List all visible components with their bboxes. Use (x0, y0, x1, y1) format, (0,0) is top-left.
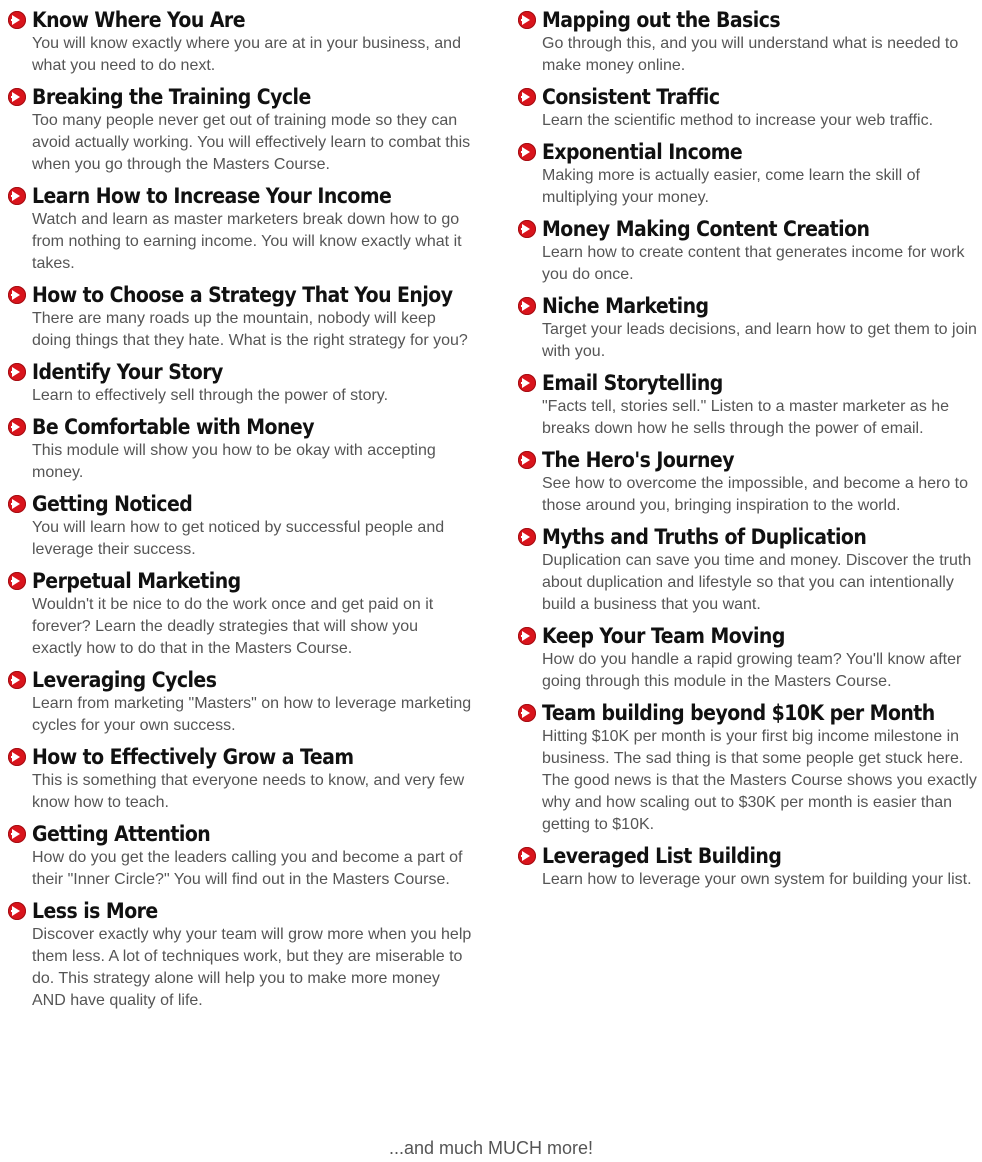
arrow-circle-right-icon (518, 528, 536, 546)
item-title: Perpetual Marketing (32, 569, 241, 593)
item-description: Watch and learn as master marketers break down how to go from nothing to earning income. You will know exactly what it takes. (32, 211, 462, 272)
arrow-circle-right-icon (8, 902, 26, 920)
arrow-circle-right-icon (8, 363, 26, 381)
item-title: Niche Marketing (542, 294, 709, 318)
list-item (8, 182, 518, 275)
footer-tagline: ...and much MUCH more! (388, 1138, 594, 1158)
list-item (518, 292, 982, 363)
list-item (518, 83, 982, 132)
item-title: Keep Your Team Moving (542, 624, 785, 648)
item-title: Be Comfortable with Money (32, 415, 314, 439)
item-title: Money Making Content Creation (542, 217, 870, 241)
arrow-circle-right-icon (8, 11, 26, 29)
arrow-circle-right-icon (518, 297, 536, 315)
item-description: Learn from marketing "Masters" on how to leverage marketing cycles for your own success. (32, 695, 472, 734)
item-description: See how to overcome the impossible, and become a hero to those around you, bringing inspiration to the world. (542, 475, 969, 514)
arrow-circle-right-icon (518, 627, 536, 645)
arrow-circle-right-icon (8, 187, 26, 205)
item-description: "Facts tell, stories sell." Listen to a master marketer as he breaks down how he sells through the power of email. (542, 398, 950, 437)
arrow-circle-right-icon (518, 847, 536, 865)
arrow-circle-right-icon (518, 88, 536, 106)
list-item (518, 369, 982, 440)
left-column (8, 6, 518, 1018)
list-item (8, 897, 518, 1012)
list-item (518, 699, 982, 836)
list-item (518, 6, 982, 77)
right-column (518, 6, 982, 1018)
item-description: Wouldn't it be nice to do the work once and get paid on it forever? Learn the deadly strategies that will show you exactly how to do that in the Masters Course. (32, 596, 434, 657)
item-title: Exponential Income (542, 140, 743, 164)
item-description: Too many people never get out of training mode so they can avoid actually working. You will effectively learn to combat this when you go through the Masters Course. (32, 112, 471, 173)
list-item (8, 567, 518, 660)
item-title: Identify Your Story (32, 360, 223, 384)
arrow-circle-right-icon (8, 572, 26, 590)
arrow-circle-right-icon (8, 418, 26, 436)
item-description: You will learn how to get noticed by successful people and leverage their success. (32, 519, 445, 558)
item-description: Learn the scientific method to increase your web traffic. (542, 112, 934, 129)
list-item (8, 490, 518, 561)
list-item (8, 666, 518, 737)
list-item (518, 215, 982, 286)
arrow-circle-right-icon (518, 220, 536, 238)
item-title: Getting Noticed (32, 492, 193, 516)
item-title: Learn How to Increase Your Income (32, 184, 392, 208)
list-item (8, 413, 518, 484)
item-description: Target your leads decisions, and learn how to get them to join with you. (542, 321, 977, 360)
list-item (518, 446, 982, 517)
item-title: Mapping out the Basics (542, 8, 781, 32)
arrow-circle-right-icon (518, 451, 536, 469)
item-description: Discover exactly why your team will grow more when you help them less. A lot of techniques work, but they are miserable to do. This strategy alone will help you to make more money AND have quality of life. (32, 926, 472, 1009)
arrow-circle-right-icon (8, 286, 26, 304)
item-title: Email Storytelling (542, 371, 723, 395)
item-description: Learn how to leverage your own system for building your list. (542, 871, 972, 888)
list-item (518, 622, 982, 693)
item-title: The Hero's Journey (542, 448, 734, 472)
item-title: How to Choose a Strategy That You Enjoy (32, 283, 453, 307)
item-title: How to Effectively Grow a Team (32, 745, 354, 769)
item-description: How do you handle a rapid growing team? You'll know after going through this module in the Masters Course. (542, 651, 962, 690)
list-item (518, 842, 982, 891)
item-title: Leveraging Cycles (32, 668, 217, 692)
list-item (8, 6, 518, 77)
item-description: How do you get the leaders calling you and become a part of their "Inner Circle?" You will find out in the Masters Course. (32, 849, 463, 888)
list-item (8, 83, 518, 176)
arrow-circle-right-icon (518, 143, 536, 161)
item-description: There are many roads up the mountain, nobody will keep doing things that they hate. What is the right strategy for you? (32, 310, 468, 349)
item-description: This module will show you how to be okay with accepting money. (32, 442, 436, 481)
list-item (518, 523, 982, 616)
item-title: Less is More (32, 899, 158, 923)
item-title: Leveraged List Building (542, 844, 782, 868)
item-description: You will know exactly where you are at in your business, and what you need to do next. (32, 35, 461, 74)
list-item (8, 820, 518, 891)
item-description: Go through this, and you will understand what is needed to make money online. (542, 35, 959, 74)
item-description: Learn how to create content that generates income for work you do once. (542, 244, 965, 283)
list-item (8, 743, 518, 814)
item-title: Getting Attention (32, 822, 211, 846)
item-description: Learn to effectively sell through the power of story. (32, 387, 389, 404)
item-title: Breaking the Training Cycle (32, 85, 311, 109)
arrow-circle-right-icon (8, 748, 26, 766)
list-item (8, 281, 518, 352)
item-title: Know Where You Are (32, 8, 245, 32)
list-item (8, 358, 518, 407)
arrow-circle-right-icon (8, 671, 26, 689)
arrow-circle-right-icon (8, 88, 26, 106)
item-title: Team building beyond $10K per Month (542, 701, 935, 725)
item-description: Making more is actually easier, come learn the skill of multiplying your money. (542, 167, 920, 206)
item-description: Duplication can save you time and money. Discover the truth about duplication and lifestyle so that you can intentionally build a business that you want. (542, 552, 972, 613)
item-description: Hitting $10K per month is your first big income milestone in business. The sad thing is that some people get stuck here. The good news is that the Masters Course shows you exactly why and how scaling out to $30K per month is easier than getting to $10K. (542, 728, 977, 833)
list-item (518, 138, 982, 209)
arrow-circle-right-icon (518, 704, 536, 722)
item-title: Myths and Truths of Duplication (542, 525, 867, 549)
arrow-circle-right-icon (518, 374, 536, 392)
item-description: This is something that everyone needs to know, and very few know how to teach. (32, 772, 465, 811)
arrow-circle-right-icon (8, 825, 26, 843)
arrow-circle-right-icon (8, 495, 26, 513)
arrow-circle-right-icon (518, 11, 536, 29)
module-list (8, 6, 982, 1018)
item-title: Consistent Traffic (542, 85, 720, 109)
